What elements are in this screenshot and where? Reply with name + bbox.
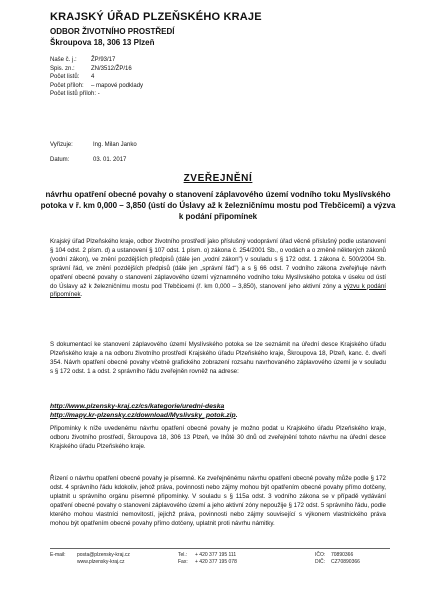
- footer-tel-row: [178, 552, 237, 559]
- processor-row: [50, 142, 137, 148]
- footer-dic: CZ70890366: [331, 558, 360, 565]
- document-subtitle: návrhu opatření obecné povahy o stanovení záplavového území vodního toku Myslívského potoka v ř. km 0,000 – 3,850 (ústí do Úslavy až k železničnímu mostu pod Třebčicemi) a výzva k podání připomínek: [40, 190, 396, 221]
- processor-name: Ing. Milan Janko: [93, 142, 137, 148]
- footer-fax-row: [178, 559, 237, 566]
- footer-phone: [178, 552, 237, 565]
- paragraph-intro-end: .: [80, 291, 83, 299]
- paragraph-procedure: Řízení o návrhu opatření obecné povahy je písemné. Ke zveřejněnému návrhu opatření obecné povahy může podle § 172 odst. 4 správního řádu kdokoliv, jehož práva, povinnosti nebo zájmy mohou být opatřením obecné povahy přímo dotčeny, uplatnit u správního orgánu písemné připomínky. V souladu s § 115a odst. 3 vodního zákona se v případě vydávání opatření obecné povahy o stanovení záplavového území a jeho aktivní zóny nepoužije § 172 odst. 5 správního řádu, podle kterého mohou vlastníci nemovitostí, jejichž práva, povinnosti nebo zájmy související s výkonem vlastnického práva mohou být opatřením obecné povahy přímo dotčeny, uplatnit proti návrhu námitky.: [50, 475, 386, 527]
- footer-website: www.plzensky-kraj.cz: [77, 558, 125, 565]
- footer-tel: + 420 377 195 111: [195, 552, 237, 558]
- meta-row-attachment-pages: [50, 90, 143, 99]
- meta-value: 4: [91, 74, 95, 81]
- official-board-link[interactable]: http://www.plzensky-kraj.cz/cs/kategorie/uredni-deska: [50, 403, 225, 410]
- footer-ico-row: [315, 552, 360, 559]
- call-for-comments: výzvu k podání připomínek: [50, 282, 386, 299]
- footer-contact: [50, 552, 130, 565]
- date-row: [50, 157, 126, 163]
- paragraph-intro: [50, 238, 386, 300]
- meta-row-ref: [50, 56, 143, 65]
- paragraph-intro-text: Krajský úřad Plzeňského kraje, odbor životního prostředí jako příslušný vodoprávní úřad věcně příslušný podle ustanovení § 104 odst. 2 písm. d) a ustanovení § 107 odst. 1 písm. o) zákona č. 254/2001 Sb., o vodách a o změně některých zákonů (vodní zákon), ve znění pozdějších předpisů (dále jen „vodní zákon") v souladu s § 172 odst. 1 zákona č. 500/2004 Sb. správní řád, ve znění pozdějších předpisů (dále jen „správní řád") a s § 66 odst. 7 vodního zákona zveřejňuje návrh opatření obecné povahy o stanovení záplavového území významného vodního toku Myslívského potoka v úseku od ústí do Úslavy až k železničnímu mostu pod Třebčicemi (ř. km 0,000 – 3,850), stanovení jeho aktivní zóny a: [50, 238, 386, 290]
- footer-ids: [315, 552, 360, 565]
- meta-label: Spis. zn.:: [50, 65, 75, 72]
- map-download-link[interactable]: http://mapy.kr-plzensky.cz/download/Myslivsky_potok.zip: [50, 411, 236, 419]
- footer-email: posta@plzensky-kraj.cz: [77, 552, 130, 558]
- footer-label: [50, 559, 77, 566]
- footer-email-row: [50, 552, 130, 559]
- meta-row-file: [50, 65, 143, 74]
- date-value: 03. 01. 2017: [93, 157, 127, 163]
- meta-value: ZN/3512/ŽP/16: [91, 65, 132, 72]
- footer-label: IČO:: [315, 552, 326, 558]
- meta-row-attachments: [50, 82, 143, 91]
- footer-label: Fax:: [178, 558, 188, 565]
- processor-label: Vyřizuje:: [50, 142, 73, 148]
- footer-divider: [50, 548, 390, 549]
- links-block: [50, 403, 238, 421]
- meta-label: Počet listů:: [50, 74, 80, 81]
- date-label: Datum:: [50, 157, 70, 163]
- reference-block: [50, 56, 143, 99]
- footer-label: Tel.:: [178, 552, 188, 558]
- footer-ico: 70890366: [331, 552, 354, 558]
- meta-label: Počet listů příloh: -: [50, 91, 100, 98]
- department-name: ODBOR ŽIVOTNÍHO PROSTŘEDÍ: [50, 27, 175, 36]
- footer-dic-row: [315, 559, 360, 566]
- footer-fax: + 420 377 195 078: [195, 558, 237, 565]
- meta-value: – mapové podklady: [91, 82, 144, 89]
- meta-label: Naše č. j.:: [50, 57, 77, 63]
- organization-name: KRAJSKÝ ÚŘAD PLZEŇSKÉHO KRAJE: [50, 11, 262, 23]
- meta-label: Počet příloh:: [50, 82, 84, 89]
- paragraph-comments: Připomínky k níže uvedenému návrhu opatření obecné povahy je možno podat u Krajského úřadu Plzeňského kraje, odboru životního prostředí, Škroupova 18, 306 13 Plzeň, ve lhůtě 30 dnů od zveřejnění tohoto návrhu na úřední desce Krajského úřadu Plzeňského kraje.: [50, 425, 386, 450]
- footer-label: E-mail:: [50, 552, 66, 558]
- links-end: .: [235, 411, 238, 419]
- office-address: Škroupova 18, 306 13 Plzeň: [50, 38, 155, 47]
- meta-row-pages: [50, 73, 143, 82]
- meta-value: ŽP/93/17: [91, 57, 116, 63]
- footer-label: DIČ:: [315, 558, 325, 565]
- footer-web-row: [50, 559, 130, 566]
- paragraph-documentation: S dokumentací ke stanovení záplavového území Myslívského potoka se lze seznámit na úřední desce Krajského úřadu Plzeňského kraje a na odboru životního prostředí Krajského úřadu Plzeňského kraje, Škroupova 18, Plzeň, kanc. č. dveří 354. Návrh opatření obecné povahy včetně grafického zobrazení rozsahu navrhovaného záplavového území je v souladu s § 172 odst. 1 a odst. 2 správního řádu zveřejněn rovněž na adrese:: [50, 341, 386, 375]
- document-title: ZVEŘEJNĚNÍ: [183, 173, 253, 184]
